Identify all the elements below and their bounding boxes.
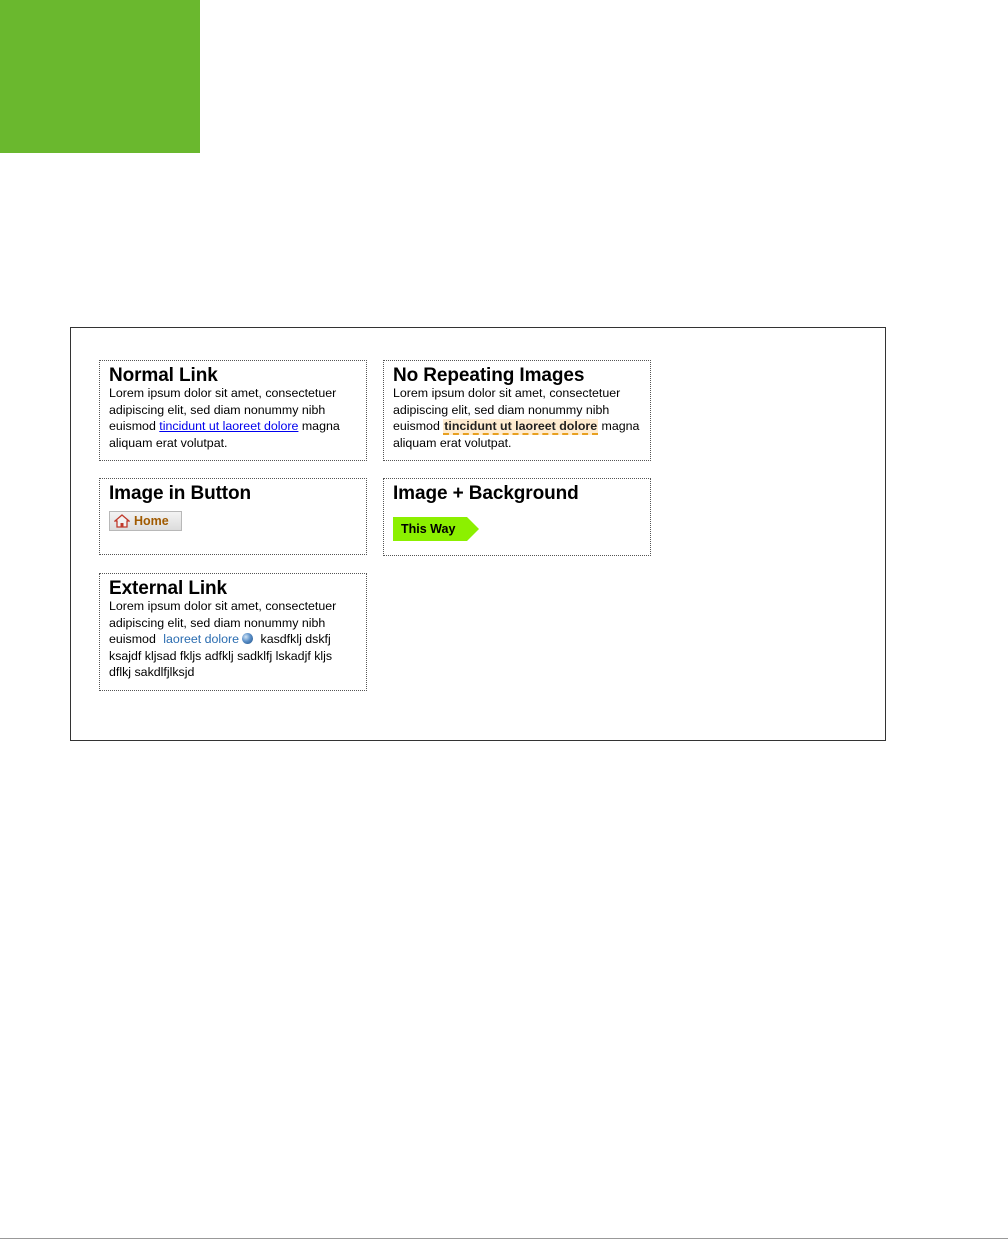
- globe-icon: [242, 633, 253, 644]
- home-button-label: Home: [134, 514, 169, 528]
- text-after: magna aliquam erat volutpat.: [109, 419, 340, 450]
- green-corner-block: [0, 0, 200, 153]
- this-way-label: This Way: [401, 522, 456, 536]
- box-title: Normal Link: [109, 365, 218, 386]
- text-before: Lorem ipsum dolor sit amet, consectetuer adipiscing elit, sed diam nonummy nibh euismod: [109, 386, 337, 433]
- house-icon: [114, 514, 130, 528]
- normal-link[interactable]: tincidunt ut laoreet dolore: [159, 419, 299, 433]
- box-text: [109, 385, 357, 451]
- external-link-box: [99, 573, 367, 691]
- demo-frame: [70, 327, 886, 741]
- no-repeating-images-box: [383, 360, 651, 461]
- image-in-button-box: [99, 478, 367, 555]
- box-text: [393, 385, 641, 451]
- box-title: Image + Background: [393, 483, 579, 504]
- external-link[interactable]: laoreet dolore: [163, 632, 240, 646]
- text-before: Lorem ipsum dolor sit amet, consectetuer adipiscing elit, sed diam nonummy nibh euismod: [393, 386, 621, 433]
- box-title: No Repeating Images: [393, 365, 585, 386]
- box-title: Image in Button: [109, 483, 252, 504]
- text-before: Lorem ipsum dolor sit amet, consectetuer adipiscing elit, sed diam nonummy nibh euismod: [109, 599, 337, 646]
- box-text: [109, 598, 357, 681]
- text-after: magna aliquam erat volutpat.: [393, 419, 640, 450]
- image-background-box: [383, 478, 651, 556]
- normal-link-box: [99, 360, 367, 461]
- home-button[interactable]: [109, 511, 182, 531]
- box-title: External Link: [109, 578, 228, 599]
- bottom-rule: [0, 1238, 1008, 1239]
- no-repeat-link[interactable]: tincidunt ut laoreet dolore: [444, 419, 598, 433]
- text-after: kasdfklj dskfj ksajdf kljsad fkljs adfklj sadklfj lskadjf kljs dflkj sakdlfjlksjd: [109, 632, 333, 679]
- this-way-button[interactable]: [393, 517, 467, 541]
